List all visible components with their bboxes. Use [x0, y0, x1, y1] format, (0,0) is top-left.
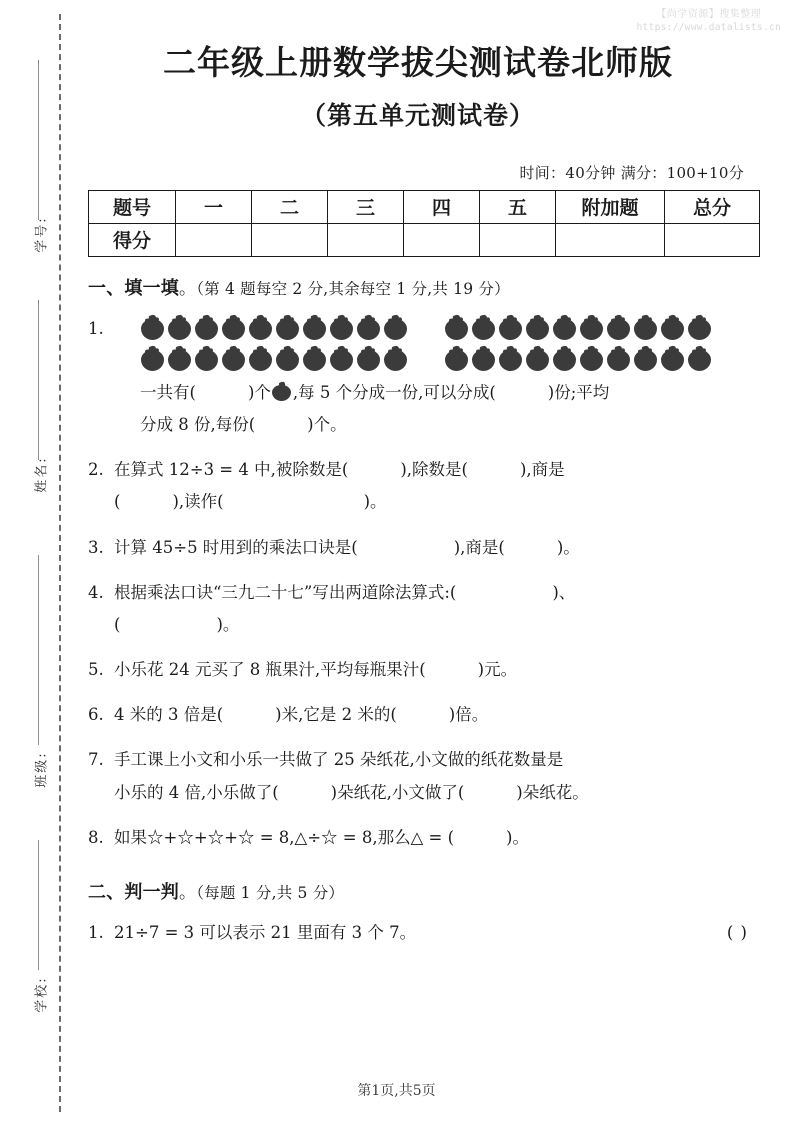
- margin-rule-4: [38, 840, 39, 970]
- q1-text-f: )个。: [307, 415, 347, 435]
- q2-text-a: 在算式 12÷3 = 4 中,被除数是(: [114, 460, 349, 480]
- section-two-points: （每题 1 分,共 5 分）: [196, 884, 345, 902]
- q1-text-b: )个: [247, 382, 271, 402]
- tomato-icon: [687, 315, 712, 340]
- margin-rule-3: [38, 555, 39, 745]
- margin-label-class: 班级:: [34, 751, 50, 788]
- score-table-score-row: [89, 223, 760, 256]
- q6-text-b: )米,它是 2 米的(: [275, 705, 397, 725]
- tomato-icon: [356, 315, 381, 340]
- tomato-icon: [498, 315, 523, 340]
- tomato-icon: [194, 315, 219, 340]
- tomato-icon: [552, 315, 577, 340]
- tomato-icon: [687, 346, 712, 371]
- question-fill-7-number: 7.: [88, 750, 104, 770]
- score-table-header-1: 一: [176, 190, 252, 223]
- score-cell-total[interactable]: [665, 223, 760, 256]
- tomato-icon: [167, 315, 192, 340]
- q5-text-b: )元。: [477, 660, 518, 680]
- question-fill-1-number: 1.: [88, 318, 104, 338]
- question-fill-2-line-2: [114, 486, 748, 518]
- question-fill-4-body: [114, 577, 748, 641]
- q4-text-d: )。: [216, 614, 240, 634]
- section-two-heading: [88, 878, 748, 904]
- page-footer: 第1页,共5页: [357, 1083, 436, 1099]
- score-cell-1[interactable]: [176, 223, 252, 256]
- score-table-header-row: [89, 190, 760, 223]
- section-two-title: 二、判一判: [88, 882, 179, 903]
- q7-text-a: 手工课上小文和小乐一共做了 25 朵纸花,小文做的纸花数量是: [114, 750, 564, 770]
- question-fill-7: [88, 744, 748, 808]
- tomato-icon: [302, 346, 327, 371]
- q2-text-c: ),商是: [519, 460, 565, 480]
- margin-rule-2: [38, 300, 39, 460]
- question-fill-1-line-1: [140, 377, 748, 409]
- tomato-icon: [194, 346, 219, 371]
- q1-text-a: 一共有(: [140, 382, 196, 402]
- question-fill-3-number: 3.: [88, 537, 104, 557]
- question-fill-4-line-1: [114, 577, 748, 609]
- margin-rule-1: [38, 60, 39, 220]
- question-judge-1-number: 1.: [88, 923, 104, 942]
- tomato-icon: [444, 315, 469, 340]
- q8-text-a: 如果☆+☆+☆+☆ = 8,△÷☆ = 8,那么△ = (: [114, 827, 455, 847]
- q3-text-a: 计算 45÷5 时用到的乘法口诀是(: [114, 537, 358, 557]
- tomato-illustration: [140, 315, 748, 371]
- score-table-header-extra: 附加题: [556, 190, 665, 223]
- q2-text-e: ),读作(: [172, 492, 224, 512]
- question-fill-7-body: [114, 744, 748, 808]
- tomato-icon: [498, 346, 523, 371]
- q1-text-d: )份;平均: [547, 382, 610, 402]
- score-table-row-label: 得分: [89, 223, 176, 256]
- tomato-icon: [302, 315, 327, 340]
- q1-text-e: 分成 8 份,每份(: [140, 415, 256, 435]
- tomato-row-2: [140, 346, 748, 371]
- tomato-icon: [275, 346, 300, 371]
- question-fill-5: [88, 654, 748, 686]
- tomato-icon: [383, 346, 408, 371]
- tomato-icon: [167, 346, 192, 371]
- question-fill-4-line-2: [114, 609, 748, 641]
- q7-text-b: 小乐的 4 倍,小乐做了(: [114, 782, 279, 802]
- q4-text-a: 根据乘法口诀“三九二十七”写出两道除法算式:(: [114, 582, 457, 602]
- score-cell-5[interactable]: [480, 223, 556, 256]
- question-fill-1-body: [114, 313, 748, 441]
- tomato-icon: [221, 315, 246, 340]
- question-fill-6-number: 6.: [88, 705, 104, 725]
- q2-text-b: ),除数是(: [400, 460, 468, 480]
- score-table-header-total: 总分: [665, 190, 760, 223]
- exam-meta: 时间：40分钟 满分：100+10分: [519, 163, 744, 182]
- tomato-icon: [525, 315, 550, 340]
- tomato-icon: [248, 346, 273, 371]
- tomato-icon: [329, 315, 354, 340]
- question-fill-5-number: 5.: [88, 660, 104, 680]
- q5-text-a: 小乐花 24 元买了 8 瓶果汁,平均每瓶果汁(: [114, 660, 426, 680]
- q1-text-c: ,每 5 个分成一份,可以分成(: [292, 382, 496, 402]
- question-fill-7-line-2: [114, 777, 748, 809]
- watermark-label: 【尚学资源】搜集整理: [656, 9, 762, 20]
- exam-sheet: [88, 0, 748, 1122]
- watermark-url: https://www.datalists.cn: [636, 21, 781, 33]
- section-one-heading: [88, 274, 748, 300]
- tomato-group-2: [444, 315, 714, 340]
- q4-text-b: )、: [552, 582, 576, 602]
- tomato-icon: [471, 346, 496, 371]
- section-one-title: 一、填一填: [88, 277, 179, 299]
- tomato-group-4: [444, 346, 714, 371]
- tomato-icon: [606, 315, 631, 340]
- tomato-icon: [660, 346, 685, 371]
- score-table: [88, 190, 760, 257]
- tomato-icon: [633, 315, 658, 340]
- tomato-icon: [140, 346, 165, 371]
- question-fill-8-number: 8.: [88, 827, 104, 847]
- section-one-period: 。: [179, 278, 197, 299]
- page-title: 二年级上册数学拔尖测试卷北师版: [163, 43, 673, 82]
- score-cell-3[interactable]: [328, 223, 404, 256]
- page-subtitle: （第五单元测试卷）: [300, 100, 535, 130]
- question-fill-5-body: [114, 654, 748, 686]
- question-judge-1-text: 21÷7 = 3 可以表示 21 里面有 3 个 7。: [114, 923, 417, 942]
- question-fill-7-line-1: [114, 744, 748, 776]
- q4-text-c: (: [114, 614, 121, 634]
- section-one-points: （第 4 题每空 2 分,其余每空 1 分,共 19 分）: [196, 279, 510, 298]
- question-fill-1-line-2: [140, 409, 748, 441]
- score-table-header-label: 题号: [89, 190, 176, 223]
- tomato-icon: [633, 346, 658, 371]
- score-table-header-5: 五: [480, 190, 556, 223]
- question-judge-1: [88, 917, 748, 949]
- q7-text-c: )朵纸花,小文做了(: [330, 782, 465, 802]
- q6-text-c: )倍。: [448, 705, 489, 725]
- tomato-row-1: [140, 315, 748, 340]
- binding-dashed-line: [59, 14, 61, 1112]
- question-fill-8: [88, 822, 748, 854]
- question-judge-1-body: [114, 917, 748, 949]
- tomato-icon: [140, 315, 165, 340]
- score-cell-extra[interactable]: [556, 223, 665, 256]
- margin-label-school: 学校:: [34, 976, 50, 1013]
- q7-text-d: )朵纸花。: [516, 782, 589, 802]
- tomato-icon: [471, 315, 496, 340]
- question-fill-1: [88, 313, 748, 441]
- question-fill-4: [88, 577, 748, 641]
- tomato-group-3: [140, 346, 410, 371]
- tomato-icon: [579, 346, 604, 371]
- tomato-icon: [444, 346, 469, 371]
- q8-text-b: )。: [506, 827, 529, 847]
- tomato-icon: [383, 315, 408, 340]
- tomato-icon: [271, 383, 293, 401]
- tomato-icon: [606, 346, 631, 371]
- margin-label-student-id: 学号:: [34, 216, 50, 253]
- tomato-icon: [660, 315, 685, 340]
- question-fill-2: [88, 454, 748, 518]
- tomato-icon: [356, 346, 381, 371]
- score-table-header-3: 三: [328, 190, 404, 223]
- q2-text-f: )。: [363, 492, 387, 512]
- question-fill-8-body: [114, 822, 748, 854]
- tomato-icon: [525, 346, 550, 371]
- question-fill-3: [88, 532, 748, 564]
- tomato-icon: [221, 346, 246, 371]
- question-fill-6: [88, 699, 748, 731]
- question-fill-3-body: [114, 532, 748, 564]
- question-fill-2-number: 2.: [88, 460, 104, 480]
- score-cell-2[interactable]: [252, 223, 328, 256]
- score-cell-4[interactable]: [404, 223, 480, 256]
- section-two-period: 。: [179, 883, 197, 903]
- q3-text-c: )。: [556, 537, 580, 557]
- q2-text-d: (: [114, 492, 121, 512]
- q3-text-b: ),商是(: [453, 537, 505, 557]
- tomato-icon: [248, 315, 273, 340]
- score-table-header-2: 二: [252, 190, 328, 223]
- tomato-icon: [275, 315, 300, 340]
- margin-label-name: 姓名:: [34, 456, 50, 493]
- question-fill-6-body: [114, 699, 748, 731]
- q6-text-a: 4 米的 3 倍是(: [114, 705, 224, 725]
- tomato-group-1: [140, 315, 410, 340]
- tomato-icon: [552, 346, 577, 371]
- question-fill-2-body: [114, 454, 748, 518]
- tomato-icon: [579, 315, 604, 340]
- tomato-icon: [329, 346, 354, 371]
- question-fill-4-number: 4.: [88, 582, 104, 602]
- score-table-header-4: 四: [404, 190, 480, 223]
- question-fill-2-line-1: [114, 454, 748, 486]
- question-judge-1-answer-box[interactable]: ( ): [726, 923, 748, 942]
